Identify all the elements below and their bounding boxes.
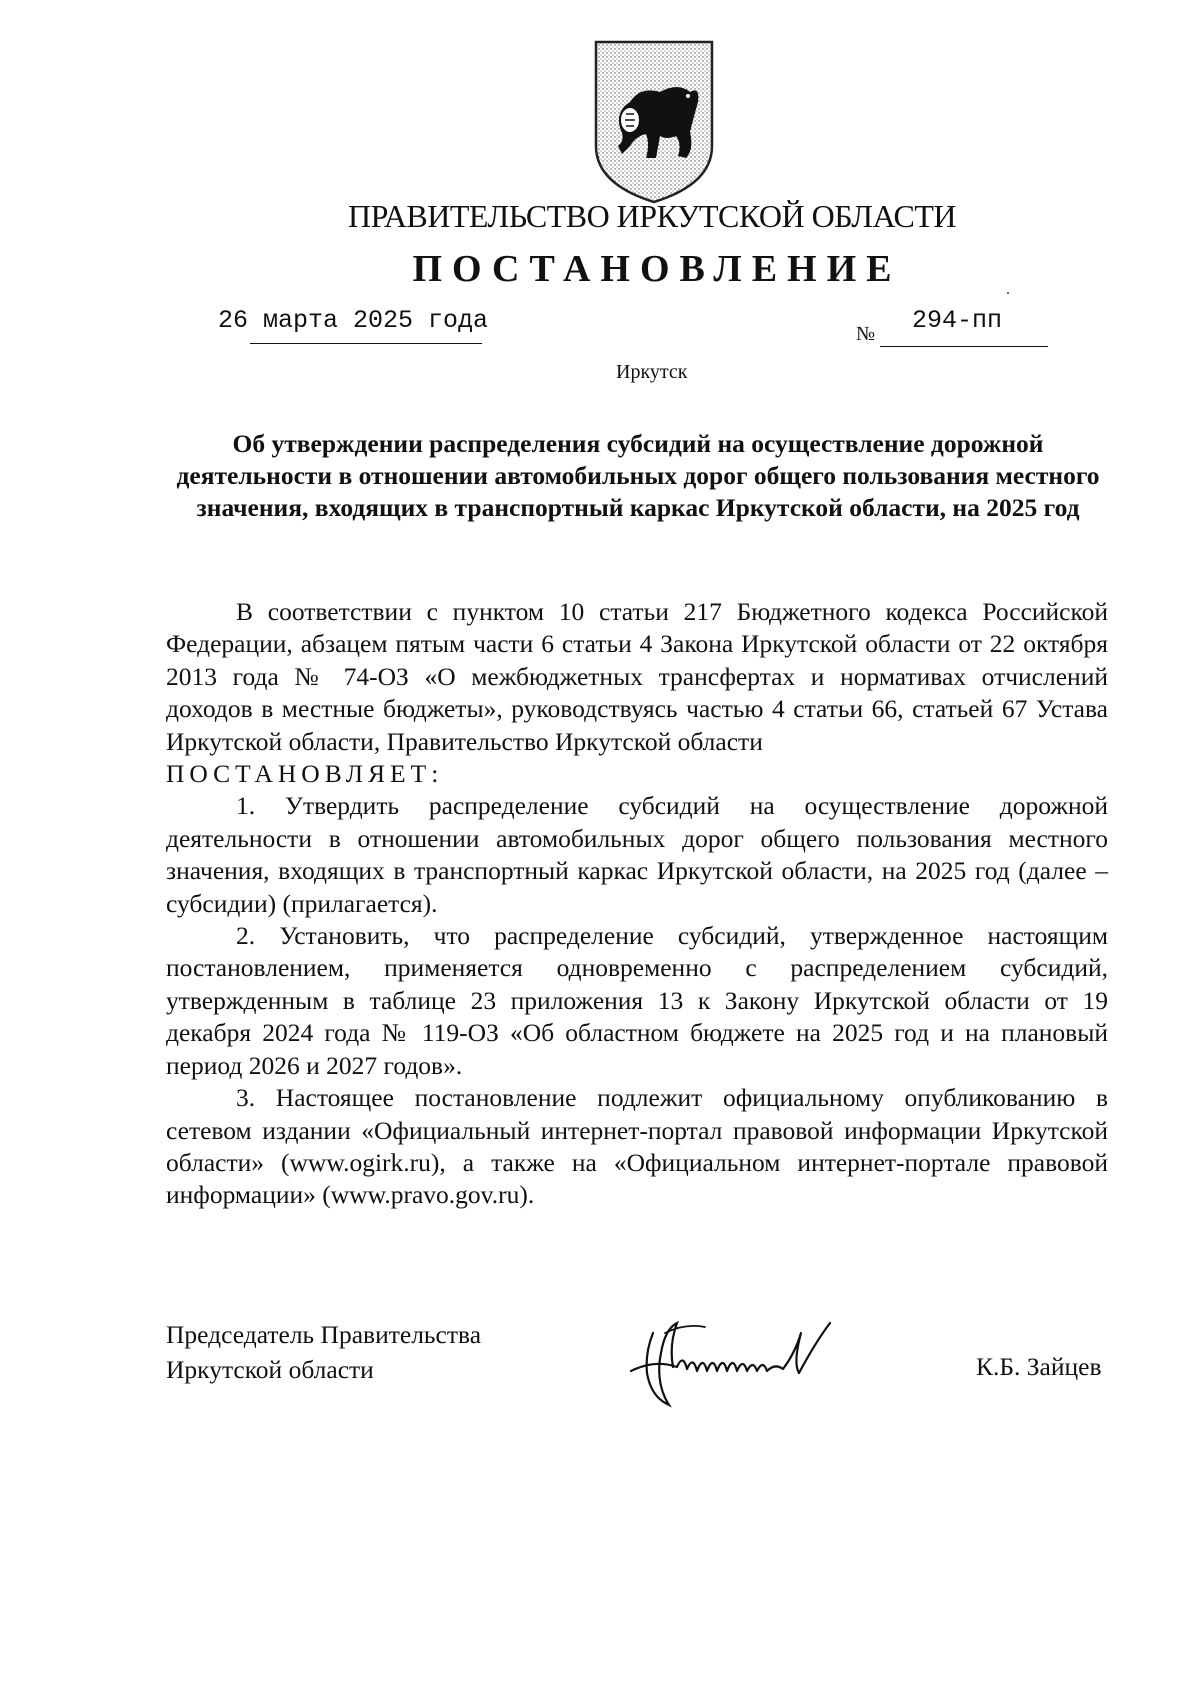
document-number: 294-пп xyxy=(912,306,1003,335)
scan-speck xyxy=(1007,292,1009,294)
document-city: Иркутск xyxy=(616,361,688,383)
signatory-position xyxy=(166,1317,481,1387)
document-title: Об утверждении распределения субсидий на осуществление дорожной деятельности в отношении автомобильных дорог общего пользования местного значения, входящих в транспортный каркас Иркутской области, на 2025 год xyxy=(176,429,1100,522)
clause-3: 3. Настоящее постановление подлежит официальному опубликованию в сетевом издании «Официальный интернет-портал правовой информации Иркутской области» (www.ogirk.ru), а также на «Официальном интернет-портале правовой информации» (www.pravo.gov.ru). xyxy=(166,1083,1108,1210)
number-sign: № xyxy=(856,323,876,345)
handwritten-signature xyxy=(625,1293,855,1418)
clause-1: 1. Утвердить распределение субсидий на осуществление дорожной деятельности в отношении автомобильных дорог общего пользования местного значения, входящих в транспортный каркас Иркутской области, на 2025 год (далее – субсидии) (прилагается). xyxy=(166,791,1108,918)
resolve-line: ПОСТАНОВЛЯЕТ: xyxy=(166,759,444,789)
organization-name: ПРАВИТЕЛЬСТВО ИРКУТСКОЙ ОБЛАСТИ xyxy=(348,198,956,234)
date-underline xyxy=(250,343,482,344)
signatory-position-line1: Председатель Правительства xyxy=(166,1320,482,1349)
preamble-paragraph: В соответствии с пунктом 10 статьи 217 Бюджетного кодекса Российской Федерации, абзацем пятым части 6 статьи 4 Закона Иркутской области от 22 октября 2013 года № 74-ОЗ «О межбюджетных трансфертах и нормативах отчислений доходов в местные бюджеты», руководствуясь частью 4 статьи 66, статьей 67 Устава Иркутской области, Правительство Иркутской области xyxy=(166,597,1108,756)
clause-2: 2. Установить, что распределение субсидий, утвержденное настоящим постановлением, применяется одновременно с распределением субсидий, утвержденным в таблице 23 приложения 13 к Закону Иркутской области от 19 декабря 2024 года № 119-ОЗ «Об областном бюджете на 2025 год и на плановый период 2026 и 2027 годов». xyxy=(166,921,1108,1080)
number-underline xyxy=(880,346,1048,347)
document-body xyxy=(166,596,1108,1212)
document-type-heading: ПОСТАНОВЛЕНИЕ xyxy=(412,248,902,290)
document-date: 26 марта 2025 года xyxy=(218,306,489,335)
signatory-name: К.Б. Зайцев xyxy=(976,1352,1102,1381)
coat-of-arms-icon xyxy=(590,36,718,206)
signatory-position-line2: Иркутской области xyxy=(166,1355,374,1384)
